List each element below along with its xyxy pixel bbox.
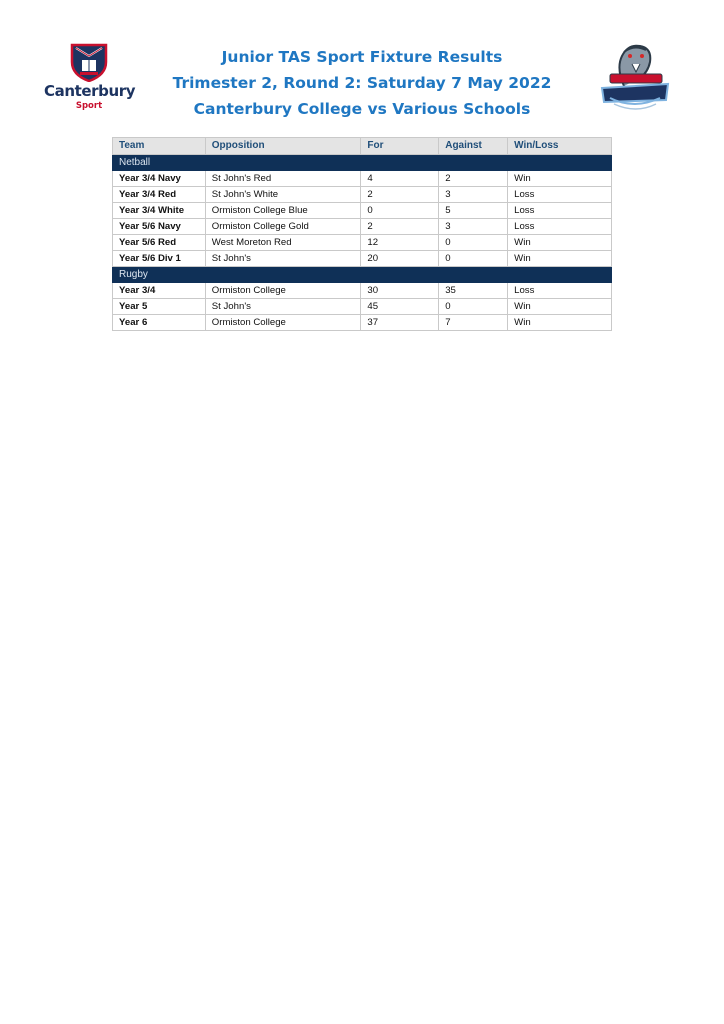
team-cell: Year 3/4 White	[113, 203, 206, 219]
col-header-win-loss: Win/Loss	[508, 138, 612, 155]
title-line-1: Junior TAS Sport Fixture Results	[221, 48, 503, 66]
for-cell: 2	[361, 187, 439, 203]
for-cell: 0	[361, 203, 439, 219]
team-cell: Year 5/6 Red	[113, 235, 206, 251]
taipans-snake-logo-icon	[594, 38, 676, 114]
school-crest-icon	[68, 42, 110, 82]
for-cell: 20	[361, 251, 439, 267]
for-cell: 37	[361, 315, 439, 331]
opposition-cell: West Moreton Red	[205, 235, 361, 251]
against-cell: 2	[439, 171, 508, 187]
canterbury-sport-logo	[44, 42, 134, 120]
for-cell: 4	[361, 171, 439, 187]
section-label: Rugby	[113, 267, 612, 283]
result-cell: Loss	[508, 203, 612, 219]
logo-sub-text: Sport	[75, 101, 103, 111]
result-cell: Win	[508, 171, 612, 187]
against-cell: 7	[439, 315, 508, 331]
col-header-opposition: Opposition	[205, 138, 361, 155]
title-line-3: Canterbury College vs Various Schools	[193, 100, 531, 118]
title-line-2: Trimester 2, Round 2: Saturday 7 May 2022	[172, 74, 552, 92]
result-cell: Loss	[508, 219, 612, 235]
taipans-logo	[594, 38, 676, 114]
section-row-rugby	[113, 267, 612, 283]
table-row	[113, 171, 612, 187]
team-cell: Year 3/4 Navy	[113, 171, 206, 187]
against-cell: 3	[439, 187, 508, 203]
opposition-cell: St John's White	[205, 187, 361, 203]
for-cell: 2	[361, 219, 439, 235]
table-row	[113, 235, 612, 251]
result-cell: Win	[508, 235, 612, 251]
results-table	[112, 137, 612, 331]
team-cell: Year 5	[113, 299, 206, 315]
opposition-cell: Ormiston College Gold	[205, 219, 361, 235]
team-cell: Year 5/6 Navy	[113, 219, 206, 235]
against-cell: 3	[439, 219, 508, 235]
for-cell: 30	[361, 283, 439, 299]
against-cell: 0	[439, 299, 508, 315]
section-row-netball	[113, 155, 612, 171]
for-cell: 12	[361, 235, 439, 251]
result-cell: Win	[508, 251, 612, 267]
table-row	[113, 187, 612, 203]
against-cell: 0	[439, 251, 508, 267]
col-header-for: For	[361, 138, 439, 155]
opposition-cell: St John's	[205, 251, 361, 267]
team-cell: Year 3/4	[113, 283, 206, 299]
table-row	[113, 251, 612, 267]
table-row	[113, 203, 612, 219]
section-label: Netball	[113, 155, 612, 171]
opposition-cell: St John's	[205, 299, 361, 315]
against-cell: 35	[439, 283, 508, 299]
page-title	[150, 44, 574, 122]
table-header-row	[113, 138, 612, 155]
opposition-cell: Ormiston College	[205, 315, 361, 331]
logo-brand-text: Canterbury	[44, 82, 136, 100]
result-cell: Win	[508, 315, 612, 331]
result-cell: Win	[508, 299, 612, 315]
result-cell: Loss	[508, 283, 612, 299]
col-header-against: Against	[439, 138, 508, 155]
result-cell: Loss	[508, 187, 612, 203]
opposition-cell: Ormiston College	[205, 283, 361, 299]
col-header-team: Team	[113, 138, 206, 155]
table-row	[113, 299, 612, 315]
opposition-cell: Ormiston College Blue	[205, 203, 361, 219]
team-cell: Year 3/4 Red	[113, 187, 206, 203]
team-cell: Year 6	[113, 315, 206, 331]
table-row	[113, 219, 612, 235]
table-row	[113, 315, 612, 331]
for-cell: 45	[361, 299, 439, 315]
against-cell: 0	[439, 235, 508, 251]
table-row	[113, 283, 612, 299]
against-cell: 5	[439, 203, 508, 219]
opposition-cell: St John's Red	[205, 171, 361, 187]
team-cell: Year 5/6 Div 1	[113, 251, 206, 267]
